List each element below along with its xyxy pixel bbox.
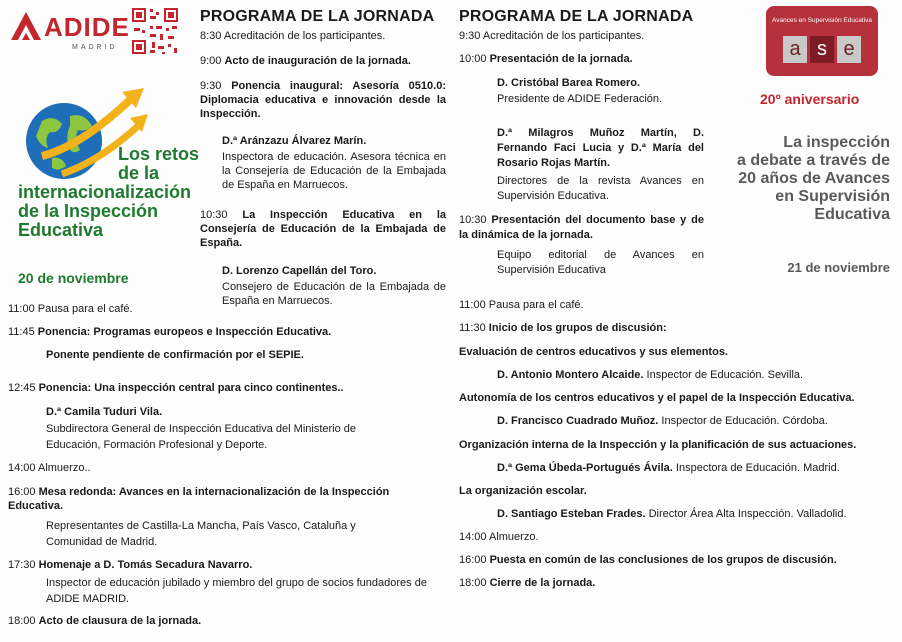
- item-text: Homenaje a D. Tomás Secadura Navarro.: [38, 559, 253, 571]
- title-line: 20 años de Avances: [738, 170, 890, 187]
- item-text: Almuerzo..: [37, 462, 91, 474]
- agenda-item: [459, 29, 704, 43]
- agenda-item: [459, 213, 704, 243]
- speaker-name: D.ª Camila Tuduri Vila.: [46, 406, 163, 418]
- group-speaker: [497, 461, 897, 475]
- ase-letter: a: [783, 36, 807, 63]
- item-text: La Inspección Educativa en la Consejería de Educación de la Embajada de España.: [200, 209, 446, 249]
- agenda-desc: Equipo editorial de Avances en Supervisión Educativa: [497, 249, 704, 276]
- agenda-item: [459, 576, 879, 590]
- item-time: 11:00: [459, 299, 486, 311]
- group-topic: Autonomía de los centros educativos y el papel de la Inspección Educativa.: [459, 392, 855, 404]
- speaker-desc: Inspector de Educación. Córdoba.: [661, 415, 828, 427]
- adide-name: ADIDE: [44, 12, 130, 42]
- item-time: 11:45: [8, 326, 35, 338]
- speaker-name: D.ª Gema Úbeda-Portugués Ávila.: [497, 462, 673, 474]
- agenda-item: [8, 614, 428, 628]
- item-time: 11:30: [459, 322, 486, 334]
- agenda-item: [459, 553, 889, 567]
- item-time: 17:30: [8, 559, 36, 571]
- item-text: Almuerzo.: [488, 531, 539, 543]
- speaker-name: D. Lorenzo Capellán del Toro.: [222, 265, 377, 277]
- speaker-name: D.ª Milagros Muñoz Martín, D. Fernando Faci Lucia y D.ª María del Rosario Rojas Martín.: [497, 127, 704, 169]
- title-line: de la Inspección: [18, 201, 159, 221]
- item-time: 10:30: [459, 214, 487, 226]
- title-line: en Supervisión: [775, 188, 890, 205]
- title-line: internacionalización: [18, 182, 192, 202]
- adide-sub: MADRID: [72, 44, 118, 51]
- item-text: Mesa redonda: Avances en la internacionalización de la Inspección Educativa.: [8, 486, 390, 512]
- agenda-item: [8, 325, 428, 339]
- ase-logo: [766, 6, 878, 76]
- agenda-item: [200, 79, 446, 121]
- group-topic: Organización interna de la Inspección y la planificación de sus actuaciones.: [459, 439, 857, 451]
- agenda-item: [8, 461, 408, 475]
- group-speaker: [497, 368, 897, 382]
- item-text: Pausa para el café.: [37, 303, 133, 315]
- item-text: Acreditación de los participantes.: [482, 30, 645, 42]
- item-text: Acreditación de los participantes.: [223, 30, 386, 42]
- qr-code-icon[interactable]: [130, 6, 180, 56]
- speaker-name: D. Cristóbal Barea Romero.: [497, 77, 641, 89]
- title-line: Los retos: [118, 144, 200, 164]
- item-time: 16:00: [8, 486, 36, 498]
- agenda-item: [459, 52, 704, 66]
- speaker-desc: Directores de la revista Avances en Supervisión Educativa.: [497, 175, 704, 202]
- speaker-desc: Inspector de Educación. Sevilla.: [646, 369, 804, 381]
- event-title-day2: [712, 134, 890, 224]
- item-text: Presentación del documento base y de la dinámica de la jornada.: [459, 214, 705, 241]
- group-topic: Evaluación de centros educativos y sus elementos.: [459, 346, 728, 358]
- item-time: 10:00: [459, 53, 487, 65]
- item-time: 8:30: [200, 30, 222, 42]
- item-time: 9:30: [200, 80, 222, 92]
- agenda-item: [459, 298, 879, 312]
- item-time: 16:00: [459, 554, 487, 566]
- ase-letter: e: [837, 36, 861, 63]
- speaker-name: D. Antonio Montero Alcaide.: [497, 369, 644, 381]
- agenda-item: [8, 558, 428, 572]
- item-time: 14:00: [8, 462, 36, 474]
- adide-logo: [8, 6, 130, 58]
- item-time: 11:00: [8, 303, 35, 315]
- item-text: Ponencia inaugural: Asesoría 0510.0: Diplomacia educativa e innovación desde la Inspección.: [200, 80, 446, 120]
- title-line: Educativa: [814, 206, 890, 223]
- date-day1: 20 de noviembre: [18, 270, 129, 286]
- item-time: 9:00: [200, 55, 222, 67]
- adide-mark-icon: [8, 8, 44, 42]
- speaker-note: Ponente pendiente de confirmación por el SEPIE.: [46, 349, 304, 361]
- speaker-desc: Presidente de ADIDE Federación.: [497, 93, 663, 105]
- item-time: 14:00: [459, 531, 487, 543]
- group-speaker: [497, 414, 897, 428]
- title-line: La inspección: [783, 134, 890, 151]
- speaker-desc: Subdirectora General de Inspección Educativa del Ministerio de Educación, Formación Profesional y Deporte.: [46, 423, 357, 451]
- item-text: Acto de clausura de la jornada.: [38, 615, 202, 627]
- title-line: Educativa: [18, 220, 104, 240]
- agenda-desc: Inspector de educación jubilado y miembro del grupo de socios fundadores de ADIDE MADRID.: [46, 577, 427, 605]
- agenda-desc: Representantes de Castilla-La Mancha, País Vasco, Cataluña y Comunidad de Madrid.: [46, 520, 356, 548]
- item-text: Pausa para el café.: [488, 299, 584, 311]
- day2-heading: PROGRAMA DE LA JORNADA: [459, 8, 694, 25]
- item-text: Acto de inauguración de la jornada.: [224, 55, 411, 67]
- agenda-item: [459, 530, 879, 544]
- speaker-name: D. Santiago Esteban Frades.: [497, 508, 646, 520]
- agenda-item: [200, 208, 446, 250]
- group-speaker: [497, 507, 897, 521]
- item-time: 18:00: [459, 577, 487, 589]
- agenda-item: [8, 381, 428, 395]
- speaker-desc: Director Área Alta Inspección. Valladolid.: [648, 508, 847, 520]
- agenda-item: [8, 485, 418, 513]
- ase-letter: s: [810, 36, 834, 63]
- title-line: a debate a través de: [737, 152, 890, 169]
- agenda-item: [200, 29, 446, 43]
- title-line: de la: [118, 163, 160, 183]
- speaker-name: D. Francisco Cuadrado Muñoz.: [497, 415, 659, 427]
- ase-logo-top: Avances en Supervisión Educativa: [772, 17, 872, 24]
- item-text: Inicio de los grupos de discusión:: [488, 322, 667, 334]
- item-text: Cierre de la jornada.: [489, 577, 596, 589]
- item-text: Presentación de la jornada.: [489, 53, 633, 65]
- item-time: 10:30: [200, 209, 228, 221]
- speaker-desc: Consejero de Educación de la Embajada de España en Marruecos.: [222, 281, 446, 307]
- item-time: 18:00: [8, 615, 36, 627]
- item-text: Ponencia: Programas europeos e Inspección Educativa.: [37, 326, 332, 338]
- item-time: 12:45: [8, 382, 36, 394]
- agenda-item: [8, 302, 408, 316]
- event-title-day1: [18, 145, 200, 240]
- day1-heading: PROGRAMA DE LA JORNADA: [200, 8, 435, 25]
- agenda-item: [200, 54, 446, 68]
- group-topic: La organización escolar.: [459, 485, 587, 497]
- anniversary-label: 20º aniversario: [760, 91, 860, 107]
- item-time: 9:30: [459, 30, 481, 42]
- speaker-desc: Inspectora de educación. Asesora técnica en la Consejería de Educación de la Embajada de España en Marruecos.: [222, 151, 446, 191]
- item-text: Ponencia: Una inspección central para cinco continentes..: [38, 382, 344, 394]
- item-text: Puesta en común de las conclusiones de los grupos de discusión.: [489, 554, 837, 566]
- agenda-item: [459, 321, 879, 335]
- speaker-name: D.ª Aránzazu Álvarez Marín.: [222, 135, 367, 147]
- speaker-desc: Inspectora de Educación. Madrid.: [675, 462, 840, 474]
- date-day2: 21 de noviembre: [787, 260, 890, 275]
